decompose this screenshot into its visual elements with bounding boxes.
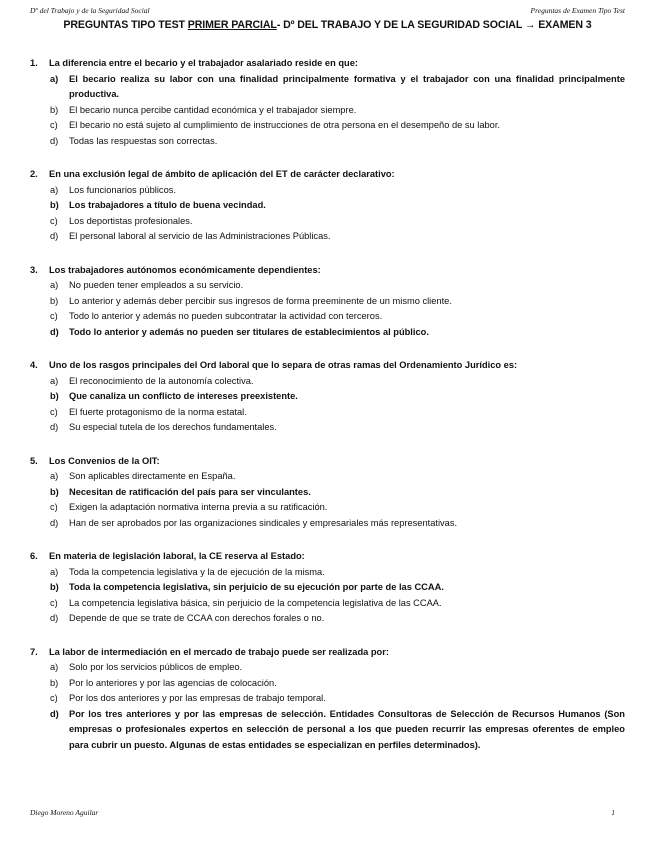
option-text: Los deportistas profesionales. xyxy=(69,215,193,226)
option-letter: a) xyxy=(50,280,59,290)
option-letter: c) xyxy=(50,120,58,130)
option-c xyxy=(50,405,625,421)
header-left: Dº del Trabajo y de la Seguridad Social xyxy=(30,6,150,15)
question-number: 2. xyxy=(30,169,38,179)
question-number: 7. xyxy=(30,646,38,657)
page-title xyxy=(0,19,655,31)
option-text: Por lo anteriores y por las agencias de colocación. xyxy=(69,677,277,688)
option-b xyxy=(50,485,625,501)
option-letter: b) xyxy=(50,677,59,688)
option-a xyxy=(50,72,625,103)
option-letter: b) xyxy=(50,391,59,401)
option-letter: d) xyxy=(50,326,59,337)
option-text: Por los tres anteriores y por las empresas de selección. Entidades Consultoras de Selección de Recursos Humanos (Son empresas o profesionales expertos en selección de personal a los que pueden recurrir las empresas oferentes de empleo para cubrir un puesto. Algunas de estas entidades se especializan en perfiles determinados). xyxy=(69,708,625,750)
option-a xyxy=(50,278,625,294)
question-number: 4. xyxy=(30,360,38,370)
question-text: Los Convenios de la OIT: xyxy=(49,455,160,466)
option-letter: d) xyxy=(50,422,59,432)
option-letter: d) xyxy=(50,517,59,528)
option-letter: c) xyxy=(50,502,58,512)
question-text: La diferencia entre el becario y el trabajador asalariado reside en que: xyxy=(49,58,358,68)
option-text: Los trabajadores a título de buena vecindad. xyxy=(69,200,266,210)
option-letter: a) xyxy=(50,375,59,386)
option-text: Los funcionarios públicos. xyxy=(69,184,176,195)
option-text: Exigen la adaptación normativa interna previa a su ratificación. xyxy=(69,502,328,512)
option-a xyxy=(50,183,625,199)
option-c xyxy=(50,214,625,230)
option-letter: c) xyxy=(50,597,58,608)
option-text: Necesitan de ratificación del país para ser vinculantes. xyxy=(69,486,311,497)
option-letter: a) xyxy=(50,662,59,672)
option-letter: d) xyxy=(50,231,59,241)
option-letter: c) xyxy=(50,215,58,226)
option-letter: d) xyxy=(50,613,59,623)
option-d xyxy=(50,420,625,436)
option-c xyxy=(50,691,625,707)
option-text: Su especial tutela de los derechos fundamentales. xyxy=(69,422,277,432)
question-5 xyxy=(30,454,625,532)
option-letter: b) xyxy=(50,582,59,592)
option-letter: a) xyxy=(50,73,59,84)
option-text: Solo por los servicios públicos de empleo. xyxy=(69,662,243,672)
question-text: Uno de los rasgos principales del Ord laboral que lo separa de otras ramas del Ordenamiento Jurídico es: xyxy=(49,360,518,370)
question-number: 1. xyxy=(30,58,38,68)
option-letter: a) xyxy=(50,566,59,577)
question-3 xyxy=(30,263,625,341)
option-d xyxy=(50,707,625,754)
option-letter: a) xyxy=(50,184,59,195)
question-list xyxy=(30,56,625,771)
option-b xyxy=(50,580,625,596)
option-d xyxy=(50,325,625,341)
option-c xyxy=(50,596,625,612)
option-text: El becario no está sujeto al cumplimiento de instrucciones de otra persona en el desempeño de su labor. xyxy=(69,120,501,130)
option-text: Que canaliza un conflicto de intereses preexistente. xyxy=(69,391,298,401)
option-text: Todo lo anterior y además no pueden ser titulares de establecimientos al público. xyxy=(69,326,429,337)
option-text: No pueden tener empleados a su servicio. xyxy=(69,280,244,290)
option-letter: c) xyxy=(50,311,58,321)
option-text: El fuerte protagonismo de la norma estatal. xyxy=(69,406,247,417)
option-b xyxy=(50,676,625,692)
option-letter: a) xyxy=(50,471,59,481)
option-b xyxy=(50,389,625,405)
option-letter: b) xyxy=(50,200,59,210)
option-text: El reconocimiento de la autonomía colectiva. xyxy=(69,375,254,386)
option-c xyxy=(50,118,625,134)
question-number: 6. xyxy=(30,551,38,561)
option-text: Toda la competencia legislativa, sin perjuicio de su ejecución por parte de las CCAA. xyxy=(69,582,444,592)
option-letter: d) xyxy=(50,708,59,719)
option-letter: b) xyxy=(50,295,59,306)
option-text: El becario nunca percibe cantidad económica y el trabajador siempre. xyxy=(69,104,357,115)
page-number: 1 xyxy=(611,808,615,817)
question-text: Los trabajadores autónomos económicamente dependientes: xyxy=(49,264,321,275)
option-letter: d) xyxy=(50,135,59,146)
header-right: Preguntas de Examen Tipo Test xyxy=(530,6,625,15)
question-2 xyxy=(30,167,625,245)
question-text: En una exclusión legal de ámbito de aplicación del ET de carácter declarativo: xyxy=(49,169,395,179)
option-letter: b) xyxy=(50,486,59,497)
option-text: El personal laboral al servicio de las Administraciones Públicas. xyxy=(69,231,331,241)
option-text: Han de ser aprobados por las organizaciones sindicales y empresariales más representativas. xyxy=(69,517,458,528)
option-text: Son aplicables directamente en España. xyxy=(69,471,236,481)
option-b xyxy=(50,294,625,310)
question-4 xyxy=(30,358,625,436)
title-part1: PREGUNTAS TIPO TEST xyxy=(63,19,188,31)
option-text: Depende de que se trate de CCAA con derechos forales o no. xyxy=(69,613,325,623)
option-d xyxy=(50,611,625,627)
question-text: En materia de legislación laboral, la CE reserva al Estado: xyxy=(49,551,305,561)
option-b xyxy=(50,198,625,214)
option-letter: b) xyxy=(50,104,59,115)
option-d xyxy=(50,134,625,150)
option-text: La competencia legislativa básica, sin perjuicio de la competencia legislativa de las CCAA. xyxy=(69,597,442,608)
option-letter: c) xyxy=(50,406,58,417)
option-c xyxy=(50,500,625,516)
title-part2: - Dº DEL TRABAJO Y DE LA SEGURIDAD SOCIAL → EXAMEN 3 xyxy=(276,19,592,31)
option-d xyxy=(50,516,625,532)
option-text: El becario realiza su labor con una finalidad principalmente formativa y el trabajador con una finalidad principalmente productiva. xyxy=(69,73,625,99)
title-underlined: PRIMER PARCIAL xyxy=(187,19,277,31)
option-text: Por los dos anteriores y por las empresas de trabajo temporal. xyxy=(69,693,326,703)
question-6 xyxy=(30,549,625,627)
option-d xyxy=(50,229,625,245)
option-text: Lo anterior y además deber percibir sus ingresos de forma preeminente de un mismo cliente. xyxy=(69,295,452,306)
option-text: Todas las respuestas son correctas. xyxy=(69,135,218,146)
question-text: La labor de intermediación en el mercado de trabajo puede ser realizada por: xyxy=(49,646,389,657)
option-text: Toda la competencia legislativa y la de ejecución de la misma. xyxy=(69,566,325,577)
question-7 xyxy=(30,645,625,754)
question-1 xyxy=(30,56,625,149)
option-text: Todo lo anterior y además no pueden subcontratar la actividad con terceros. xyxy=(69,311,383,321)
footer-author: Diego Moreno Aguilar xyxy=(30,808,99,817)
option-a xyxy=(50,374,625,390)
option-a xyxy=(50,660,625,676)
option-a xyxy=(50,469,625,485)
option-b xyxy=(50,103,625,119)
question-number: 3. xyxy=(30,264,38,275)
option-c xyxy=(50,309,625,325)
option-a xyxy=(50,565,625,581)
question-number: 5. xyxy=(30,455,38,466)
option-letter: c) xyxy=(50,693,58,703)
